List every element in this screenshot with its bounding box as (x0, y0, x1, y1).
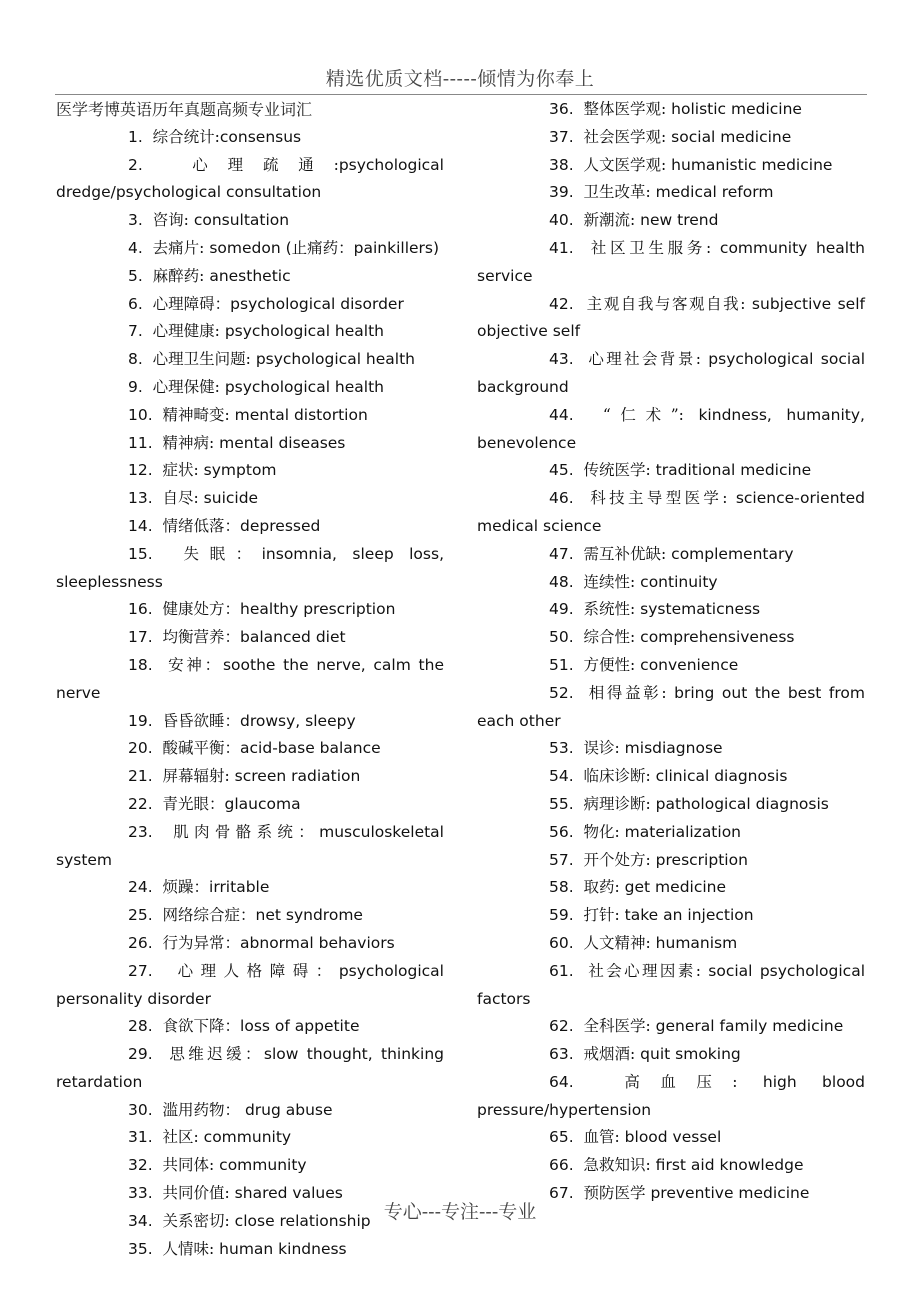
entry-number: 25. (128, 906, 153, 925)
entry-chinese-term: 社会医学观: (583, 127, 667, 146)
vocab-entry (56, 318, 444, 346)
entry-number: 39. (549, 183, 574, 202)
entry-english-term: continuity (635, 572, 718, 591)
entry-chinese-term: “仁术”: (602, 405, 684, 424)
entry-english-term: drug abuse (240, 1100, 333, 1119)
vocab-entry (477, 207, 865, 235)
entry-number: 19. (128, 711, 153, 730)
entry-number: 22. (128, 794, 153, 813)
entry-number: 26. (128, 933, 153, 952)
entry-chinese-term: 心理疏通: (192, 155, 339, 174)
entry-number: 5. (128, 266, 143, 285)
entry-english-term: traditional medicine (650, 461, 812, 480)
entry-english-term: community (214, 1156, 307, 1175)
entry-number: 40. (549, 211, 574, 230)
entry-english-term: human kindness (214, 1239, 347, 1258)
entry-chinese-term: 心理社会背景: (588, 350, 701, 369)
entry-english-term: holistic medicine (666, 100, 802, 118)
entry-english-term: kindness, humanity, benevolence (477, 405, 865, 452)
entry-number: 63. (549, 1045, 574, 1064)
vocab-entry (477, 624, 865, 652)
entry-chinese-term: 预防医学 (583, 1184, 646, 1203)
entry-english-term: community health service (477, 238, 866, 285)
entry-chinese-term: 打针: (583, 906, 620, 925)
entry-english-term: medical reform (650, 183, 774, 202)
entry-english-term: somedon (止痛药：painkillers) (204, 238, 440, 257)
entry-english-term: social medicine (666, 127, 792, 146)
entry-english-term: humanistic medicine (666, 155, 833, 174)
vocab-entry (477, 541, 865, 569)
entry-english-term: first aid knowledge (650, 1156, 804, 1175)
vocab-entry (477, 1124, 865, 1152)
entry-number: 50. (549, 628, 574, 647)
entry-english-term: psychological personality disorder (56, 961, 444, 1008)
entry-chinese-term: 烦躁： (162, 878, 210, 897)
entry-chinese-term: 全科医学: (583, 1017, 651, 1036)
entry-chinese-term: 症状: (162, 461, 199, 480)
entry-number: 13. (128, 489, 153, 508)
vocab-entry (56, 291, 444, 319)
entry-number: 30. (128, 1100, 153, 1119)
vocab-entry (477, 152, 865, 180)
vocab-entry (56, 1013, 444, 1041)
vocab-entry (477, 179, 865, 207)
entry-chinese-term: 行为异常： (162, 933, 241, 952)
left-entry-list (56, 124, 444, 1264)
vocab-entry (477, 596, 865, 624)
vocab-entry (56, 346, 444, 374)
vocab-entry (56, 457, 444, 485)
entry-chinese-term: 社会心理因素: (588, 961, 701, 980)
entry-number: 43. (549, 350, 574, 369)
header-rule (55, 94, 867, 95)
entry-english-term: soothe the nerve, calm the nerve (56, 655, 444, 702)
entry-english-term: consensus (219, 127, 302, 146)
entry-english-term: anesthetic (204, 266, 291, 285)
entry-chinese-term: 物化: (583, 822, 620, 841)
vocab-entry (56, 374, 444, 402)
vocab-entry (477, 735, 865, 763)
vocab-entry (477, 457, 865, 485)
entry-chinese-term: 主观自我与客观自我: (586, 294, 746, 313)
vocab-entry (477, 569, 865, 597)
entry-chinese-term: 共同价值: (162, 1184, 230, 1203)
vocab-entry (56, 1097, 444, 1125)
entry-english-term: humanism (650, 933, 738, 952)
entry-number: 23. (128, 822, 153, 841)
entry-number: 34. (128, 1211, 153, 1230)
entry-chinese-term: 需互补优缺: (583, 544, 667, 563)
entry-chinese-term: 肌肉骨骼系统： (173, 822, 320, 841)
entry-number: 21. (128, 767, 153, 786)
entry-chinese-term: 人文精神: (583, 933, 651, 952)
vocab-entry (56, 735, 444, 763)
vocab-entry (477, 402, 865, 458)
entry-chinese-term: 科技主导型医学: (590, 489, 728, 508)
vocab-entry (56, 402, 444, 430)
entry-english-term: pathological diagnosis (650, 794, 829, 813)
entry-english-term: take an injection (619, 906, 754, 925)
entry-chinese-term: 关系密切: (162, 1211, 230, 1230)
vocab-entry (56, 152, 444, 208)
entry-english-term: bring out the best from each other (477, 683, 865, 730)
vocab-entry (477, 763, 865, 791)
entry-chinese-term: 情绪低落： (162, 516, 241, 535)
entry-number: 2. (128, 155, 143, 174)
vocab-entry (56, 207, 444, 235)
entry-chinese-term: 方便性: (583, 655, 636, 674)
entry-number: 44. (549, 405, 574, 424)
entry-english-term: consultation (188, 211, 290, 230)
entry-chinese-term: 社区: (162, 1128, 199, 1147)
vocab-entry (56, 1124, 444, 1152)
entry-number: 38. (549, 155, 574, 174)
entry-english-term: psychological disorder (230, 294, 404, 313)
entry-chinese-term: 屏幕辐射: (162, 767, 230, 786)
entry-number: 1. (128, 127, 143, 146)
vocab-entry (56, 485, 444, 513)
entry-english-term: misdiagnose (619, 739, 723, 758)
entry-number: 48. (549, 572, 574, 591)
entry-english-term: symptom (198, 461, 277, 480)
entry-english-term: loss of appetite (240, 1017, 360, 1036)
entry-number: 35. (128, 1239, 153, 1258)
entry-english-term: complementary (666, 544, 794, 563)
entry-chinese-term: 系统性: (583, 600, 636, 619)
entry-chinese-term: 血管: (583, 1128, 620, 1147)
entry-chinese-term: 去痛片: (152, 238, 205, 257)
vocab-entry (56, 624, 444, 652)
entry-english-term: science-oriented medical science (477, 489, 865, 535)
entry-chinese-term: 共同体: (162, 1156, 215, 1175)
entry-english-term: net syndrome (255, 906, 363, 925)
entry-chinese-term: 心理卫生问题: (152, 350, 251, 369)
document-title: 医学考博英语历年真题高频专业词汇 (56, 100, 313, 119)
entry-number: 49. (549, 600, 574, 619)
vocab-entry (56, 763, 444, 791)
entry-number: 20. (128, 739, 153, 758)
entry-english-term: abnormal behaviors (240, 933, 395, 952)
entry-chinese-term: 新潮流: (583, 211, 636, 230)
right-column (477, 96, 865, 1208)
entry-number: 28. (128, 1017, 153, 1036)
entry-number: 36. (549, 100, 574, 118)
page-footer: 专心---专注---专业 (383, 1201, 537, 1223)
entry-number: 37. (549, 127, 574, 146)
vocab-entry (56, 541, 444, 597)
entry-english-term: irritable (209, 878, 270, 897)
entry-english-term: prescription (650, 850, 748, 869)
entry-number: 59. (549, 906, 574, 925)
entry-number: 55. (549, 794, 574, 813)
entry-english-term: clinical diagnosis (650, 767, 788, 786)
vocab-entry (56, 652, 444, 708)
entry-number: 65. (549, 1128, 574, 1147)
entry-number: 11. (128, 433, 153, 452)
entry-number: 58. (549, 878, 574, 897)
entry-chinese-term: 麻醉药: (152, 266, 205, 285)
entry-english-term: balanced diet (240, 628, 346, 647)
vocab-entry (477, 346, 865, 402)
entry-chinese-term: 心理保健: (152, 377, 220, 396)
entry-chinese-term: 综合性: (583, 628, 636, 647)
entry-chinese-term: 急救知识: (583, 1156, 651, 1175)
entry-english-term: convenience (635, 655, 739, 674)
entry-english-term: psychological dredge/psychological consultation (56, 155, 444, 202)
entry-english-term: depressed (240, 516, 321, 535)
entry-chinese-term: 卫生改革: (583, 183, 651, 202)
vocab-entry (477, 652, 865, 680)
entry-number: 14. (128, 516, 153, 535)
vocab-entry (477, 1069, 865, 1125)
entry-number: 15. (128, 544, 153, 563)
entry-chinese-term: 开个处方: (583, 850, 651, 869)
entry-number: 53. (549, 739, 574, 758)
entry-number: 8. (128, 350, 143, 369)
entry-english-term: comprehensiveness (635, 628, 795, 647)
vocab-entry (56, 430, 444, 458)
entry-number: 4. (128, 238, 143, 257)
entry-number: 56. (549, 822, 574, 841)
entry-chinese-term: 滥用药物： (162, 1100, 241, 1119)
entry-english-term: drowsy, sleepy (240, 711, 356, 730)
vocab-entry (56, 1152, 444, 1180)
vocab-entry (477, 958, 865, 1014)
entry-english-term: systematicness (635, 600, 761, 619)
entry-chinese-term: 失眠： (183, 544, 262, 563)
entry-number: 17. (128, 628, 153, 647)
entry-english-term: general family medicine (650, 1017, 844, 1036)
entry-number: 45. (549, 461, 574, 480)
entry-chinese-term: 连续性: (583, 572, 636, 591)
entry-number: 33. (128, 1184, 153, 1203)
entry-chinese-term: 心理障碍： (152, 294, 231, 313)
entry-number: 32. (128, 1156, 153, 1175)
vocab-entry (56, 791, 444, 819)
entry-english-term: materialization (619, 822, 742, 841)
entry-english-term: get medicine (619, 878, 727, 897)
entry-chinese-term: 戒烟酒: (583, 1045, 636, 1064)
vocab-entry (477, 485, 865, 541)
page-header: 精选优质文档-----倾情为你奉上 (325, 68, 595, 90)
entry-english-term: blood vessel (619, 1128, 722, 1147)
vocab-entry (56, 596, 444, 624)
entry-chinese-term: 社区卫生服务: (590, 238, 712, 257)
entry-number: 66. (549, 1156, 574, 1175)
entry-english-term: healthy prescription (240, 600, 396, 619)
entry-chinese-term: 网络综合症： (162, 906, 256, 925)
entry-english-term: psychological social background (477, 350, 865, 396)
entry-chinese-term: 临床诊断: (583, 767, 651, 786)
entry-english-term: high blood pressure/hypertension (477, 1072, 865, 1119)
entry-number: 3. (128, 211, 143, 230)
entry-chinese-term: 食欲下降： (162, 1017, 241, 1036)
vocab-entry (477, 1013, 865, 1041)
entry-chinese-term: 取药: (583, 878, 620, 897)
vocab-entry (56, 263, 444, 291)
entry-english-term: musculoskeletal system (56, 822, 444, 869)
entry-number: 9. (128, 377, 143, 396)
entry-number: 29. (128, 1045, 153, 1064)
entry-number: 52. (549, 683, 574, 702)
entry-chinese-term: 均衡营养： (162, 628, 241, 647)
entry-number: 64. (549, 1072, 574, 1091)
entry-english-term: mental distortion (229, 405, 368, 424)
entry-english-term: screen radiation (229, 767, 361, 786)
entry-number: 10. (128, 405, 153, 424)
vocab-entry (477, 291, 865, 347)
entry-english-term: psychological health (219, 322, 384, 341)
vocab-entry (56, 124, 444, 152)
entry-english-term: acid-base balance (240, 739, 381, 758)
entry-number: 60. (549, 933, 574, 952)
left-column (56, 96, 444, 1263)
entry-number: 41. (549, 238, 574, 257)
entry-number: 47. (549, 544, 574, 563)
entry-number: 18. (128, 655, 153, 674)
entry-number: 61. (549, 961, 574, 980)
entry-english-term: close relationship (229, 1211, 371, 1230)
vocab-entry (477, 874, 865, 902)
entry-chinese-term: 自尽: (162, 489, 199, 508)
entry-chinese-term: 病理诊断: (583, 794, 651, 813)
entry-chinese-term: 精神病: (162, 433, 215, 452)
entry-chinese-term: 整体医学观: (583, 100, 667, 118)
vocab-entry (477, 930, 865, 958)
vocab-entry (56, 902, 444, 930)
entry-number: 7. (128, 322, 143, 341)
vocab-entry (56, 235, 444, 263)
entry-chinese-term: 误诊: (583, 739, 620, 758)
entry-chinese-term: 人文医学观: (583, 155, 667, 174)
entry-number: 62. (549, 1017, 574, 1036)
entry-chinese-term: 相得益彰: (588, 683, 667, 702)
vocab-entry (477, 819, 865, 847)
vocab-entry (56, 930, 444, 958)
vocab-entry (477, 235, 865, 291)
vocab-entry (56, 513, 444, 541)
entry-number: 54. (549, 767, 574, 786)
entry-english-term: insomnia, sleep loss, sleeplessness (56, 544, 444, 591)
entry-chinese-term: 高血压: (624, 1072, 738, 1091)
vocab-entry (477, 124, 865, 152)
vocab-entry (56, 819, 444, 875)
entry-number: 67. (549, 1184, 574, 1203)
entry-number: 46. (549, 489, 574, 508)
entry-chinese-term: 青光眼： (162, 794, 225, 813)
entry-english-term: mental diseases (214, 433, 346, 452)
vocab-entry (56, 1236, 444, 1264)
entry-chinese-term: 昏昏欲睡： (162, 711, 241, 730)
entry-english-term: community (198, 1128, 292, 1147)
vocab-entry (477, 1152, 865, 1180)
entry-chinese-term: 安神： (168, 655, 223, 674)
entry-english-term: preventive medicine (645, 1184, 810, 1203)
vocab-entry (56, 958, 444, 1014)
vocab-entry (477, 96, 865, 124)
entry-english-term: new trend (635, 211, 719, 230)
entry-chinese-term: 人情味: (162, 1239, 215, 1258)
entry-english-term: subjective self objective self (477, 294, 865, 341)
vocab-entry (477, 680, 865, 736)
vocab-entry (477, 791, 865, 819)
entry-chinese-term: 咨询: (152, 211, 189, 230)
vocab-entry (56, 1041, 444, 1097)
entry-number: 31. (128, 1128, 153, 1147)
entry-english-term: slow thought, thinking retardation (56, 1045, 444, 1091)
entry-chinese-term: 健康处方： (162, 600, 241, 619)
entry-chinese-term: 综合统计: (152, 127, 220, 146)
entry-number: 27. (128, 961, 153, 980)
entry-english-term: social psychological factors (477, 961, 865, 1008)
right-entry-list (477, 96, 865, 1208)
entry-number: 6. (128, 294, 143, 313)
entry-english-term: shared values (229, 1184, 343, 1203)
entry-number: 24. (128, 878, 153, 897)
entry-chinese-term: 心理健康: (152, 322, 220, 341)
entry-number: 57. (549, 850, 574, 869)
entry-english-term: psychological health (250, 350, 415, 369)
entry-chinese-term: 心理人格障碍： (177, 961, 339, 980)
vocab-entry (477, 1041, 865, 1069)
entry-number: 16. (128, 600, 153, 619)
entry-number: 51. (549, 655, 574, 674)
entry-english-term: glaucoma (224, 794, 301, 813)
entry-english-term: suicide (198, 489, 259, 508)
entry-chinese-term: 精神畸变: (162, 405, 230, 424)
entry-chinese-term: 酸碱平衡： (162, 739, 241, 758)
entry-number: 42. (549, 294, 574, 313)
entry-english-term: psychological health (219, 377, 384, 396)
entry-chinese-term: 思维迟缓： (169, 1045, 264, 1064)
vocab-entry (56, 874, 444, 902)
vocab-entry (56, 708, 444, 736)
vocab-entry (477, 902, 865, 930)
entry-chinese-term: 传统医学: (583, 461, 651, 480)
entry-english-term: quit smoking (635, 1045, 741, 1064)
vocab-entry (477, 847, 865, 875)
entry-number: 12. (128, 461, 153, 480)
